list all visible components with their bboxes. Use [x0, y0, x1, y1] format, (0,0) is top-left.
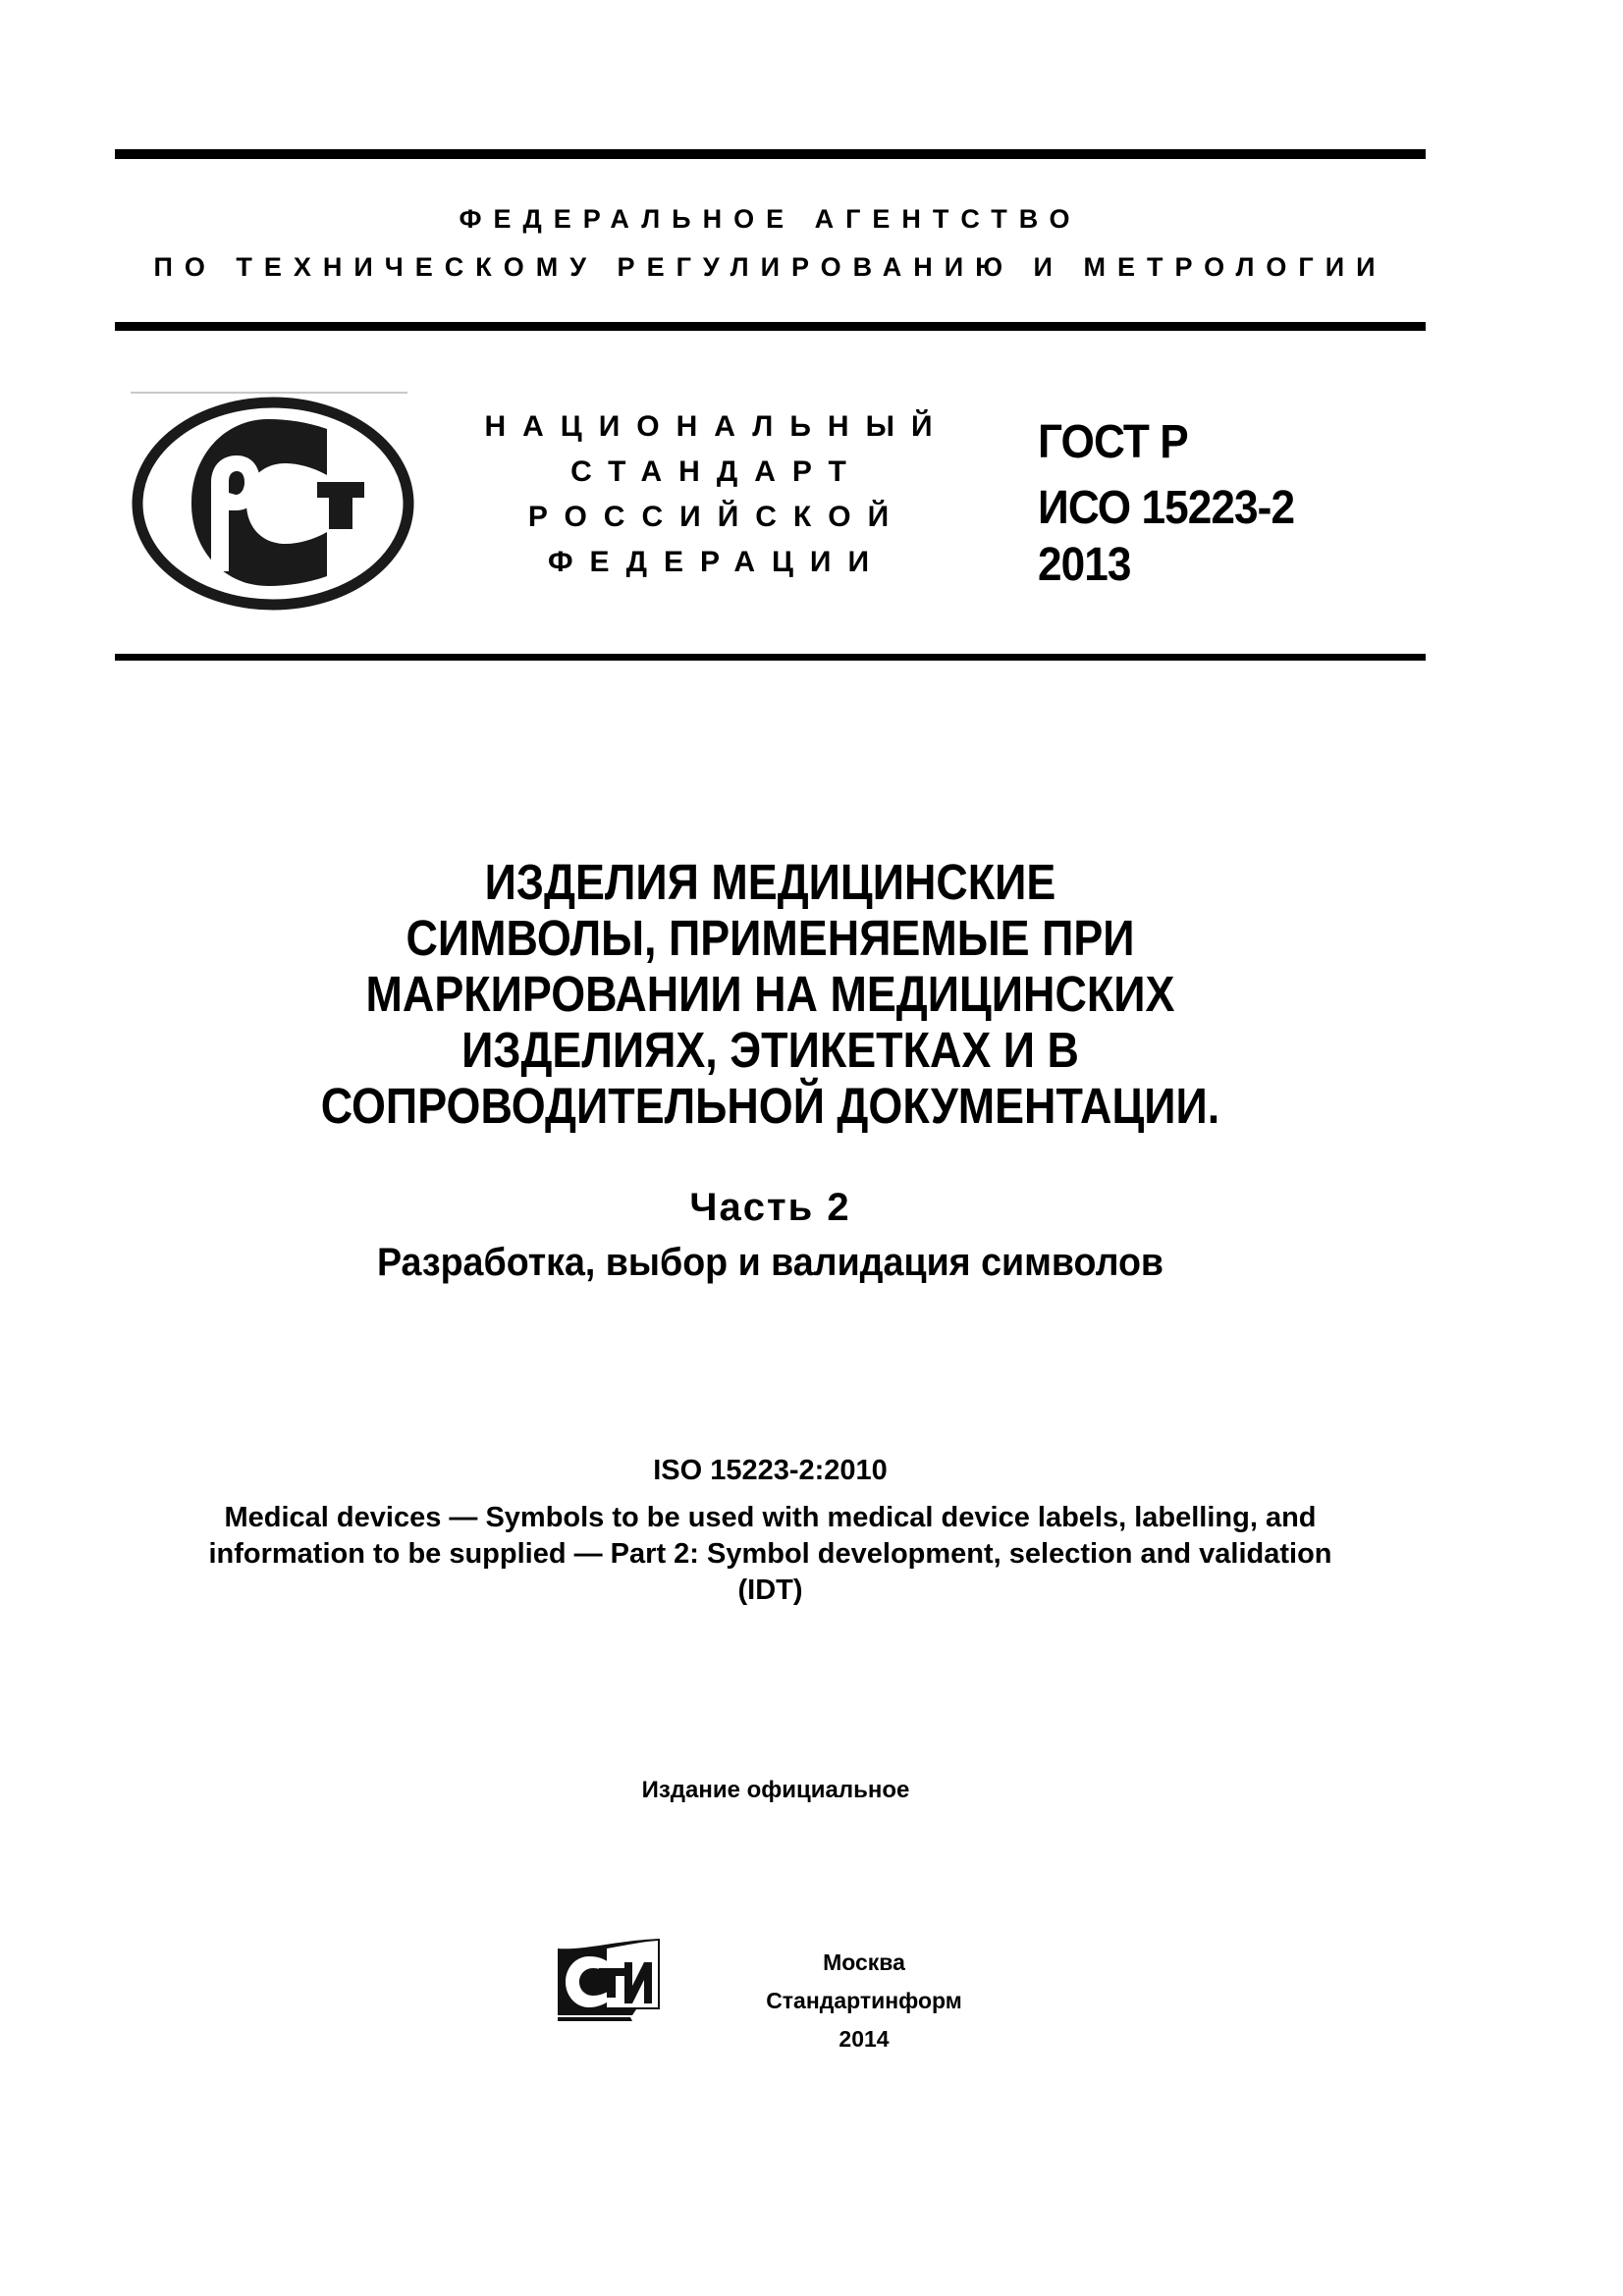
iso-title-line: information to be supplied — Part 2: Symbol development, selection and validation	[208, 1538, 1332, 1570]
standartinform-logo-icon	[556, 1939, 662, 2023]
edition-label: Издание официальное	[641, 1777, 910, 1803]
title-line: ИЗДЕЛИЯ МЕДИЦИНСКИЕ	[484, 854, 1056, 910]
part-number: Часть 2	[689, 1186, 851, 1229]
national-line-4: ФЕДЕРАЦИИ	[547, 546, 887, 578]
iso-title-line: (IDT)	[737, 1575, 803, 1606]
title-line: МАРКИРОВАНИИ НА МЕДИЦИНСКИХ	[365, 966, 1175, 1022]
gost-designation-line-1: ГОСТ Р	[1038, 416, 1188, 468]
part-subtitle: Разработка, выбор и валидация символов	[376, 1241, 1164, 1284]
agency-line-1: ФЕДЕРАЛЬНОЕ АГЕНТСТВО	[459, 204, 1082, 234]
national-line-3: РОССИЙСКОЙ	[527, 501, 906, 533]
agency-line-2: ПО ТЕХНИЧЕСКОМУ РЕГУЛИРОВАНИЮ И МЕТРОЛОГИИ	[153, 252, 1387, 282]
publisher-city: Москва	[823, 1949, 905, 1975]
document-title	[193, 854, 1347, 1134]
iso-title-line: Medical devices — Symbols to be used with medical device labels, labelling, and	[224, 1502, 1317, 1533]
gost-designation-year: 2013	[1038, 539, 1131, 591]
standard-bottom-rule	[115, 654, 1426, 661]
publisher-name: Стандартинформ	[766, 1988, 962, 2013]
national-line-1: НАЦИОНАЛЬНЫЙ	[484, 410, 949, 443]
title-line: СОПРОВОДИТЕЛЬНОЙ ДОКУМЕНТАЦИИ.	[320, 1078, 1220, 1134]
header-bottom-rule	[115, 322, 1426, 331]
publisher-info	[687, 1944, 1041, 2058]
top-rule	[115, 149, 1426, 159]
national-line-2: СТАНДАРТ	[570, 455, 863, 488]
iso-title	[115, 1500, 1426, 1609]
title-line: ИЗДЕЛИЯХ, ЭТИКЕТКАХ И В	[461, 1022, 1079, 1078]
rst-logo-icon	[131, 393, 415, 614]
publication-year: 2014	[839, 2026, 890, 2052]
iso-code: ISO 15223-2:2010	[653, 1455, 888, 1486]
title-line: СИМВОЛЫ, ПРИМЕНЯЕМЫЕ ПРИ	[406, 910, 1135, 966]
gost-designation-line-2: ИСО 15223-2	[1038, 482, 1295, 534]
